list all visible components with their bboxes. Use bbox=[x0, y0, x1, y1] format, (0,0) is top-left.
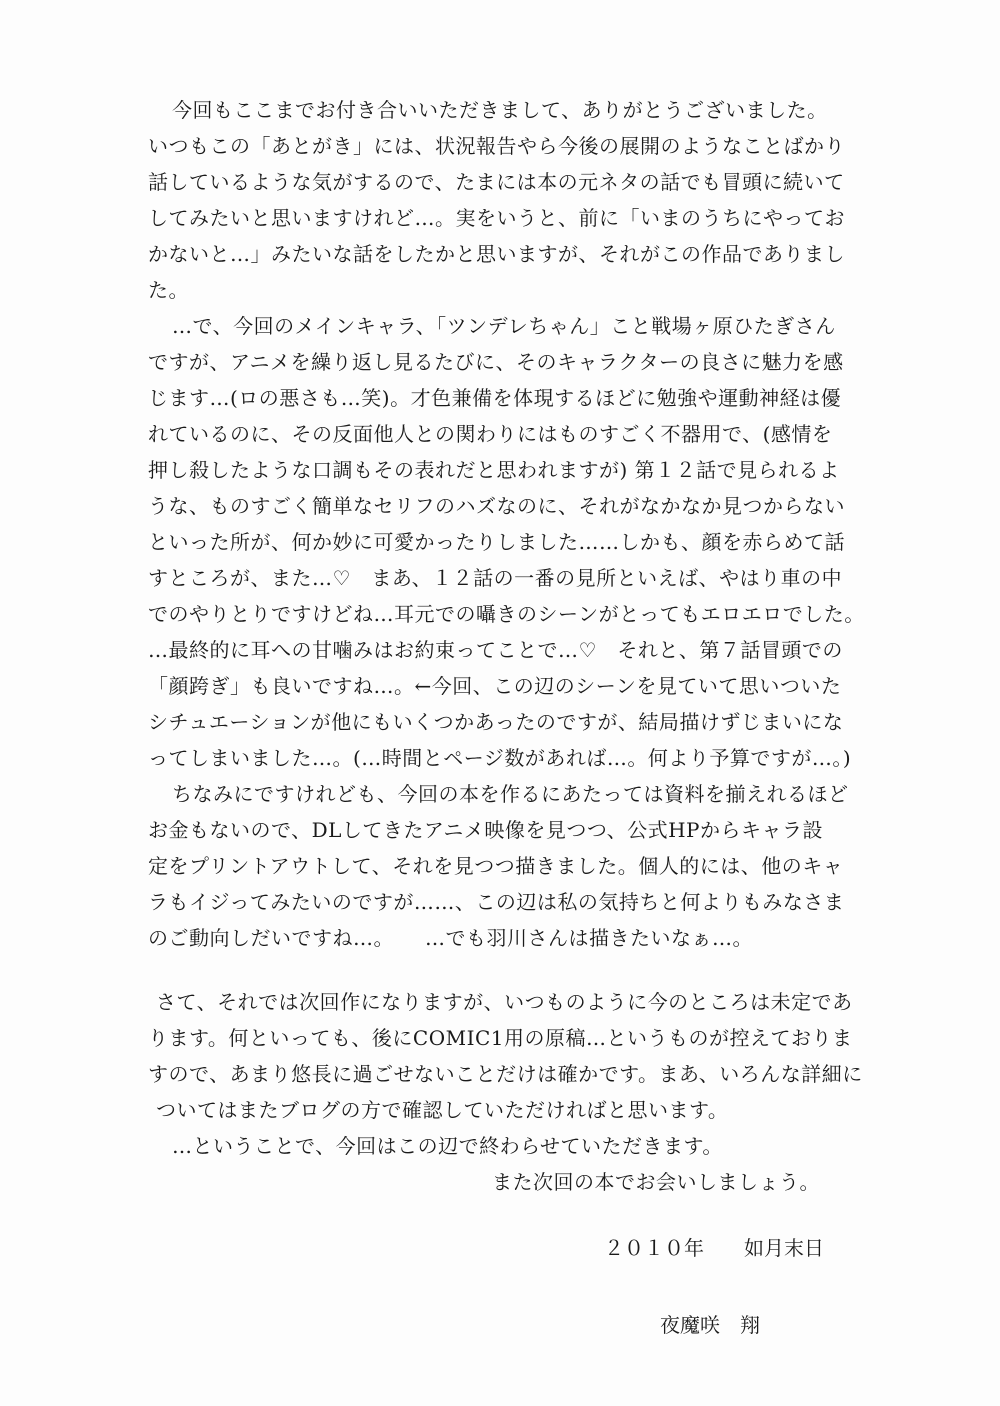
text-line: といった所が、何か妙に可愛かったりしました……しかも、顔を赤らめて話 bbox=[148, 530, 845, 554]
text-line: 定をプリントアウトして、それを見つつ描きました。個人的には、他のキャ bbox=[148, 854, 844, 878]
text-line: じます…(ロの悪さも…笑)。才色兼備を体現するほどに勉強や運動神経は優 bbox=[148, 386, 842, 410]
text-line: 今回もここまでお付き合いいただきまして、ありがとうございました。 bbox=[172, 98, 828, 122]
text-line: すので、あまり悠長に過ごせないことだけは確かです。まあ、いろんな詳細に bbox=[148, 1062, 863, 1086]
text-line: …最終的に耳への甘噛みはお約束ってことで…♡ それと、第７話冒頭での bbox=[148, 638, 843, 662]
text-line: …で、今回のメインキャラ、「ツンデレちゃん」こと戦場ヶ原ひたぎさん bbox=[172, 314, 836, 338]
text-line: ついてはまたブログの方で確認していただければと思います。 bbox=[156, 1098, 729, 1122]
text-line: 話しているような気がするので、たまには本の元ネタの話でも冒頭に続いて bbox=[148, 170, 845, 194]
text-line: さて、それでは次回作になりますが、いつものように今のところは未定であ bbox=[156, 990, 853, 1014]
text-line: ります。何といっても、後にCOMIC1用の原稿…というものが控えておりま bbox=[148, 1026, 853, 1050]
text-line: してみたいと思いますけれど…。実をいうと、前に「いまのうちにやってお bbox=[148, 206, 845, 230]
text-line: うな、ものすごく簡単なセリフのハズなのに、それがなかなか見つからない bbox=[148, 494, 845, 518]
text-line: た。 bbox=[148, 278, 189, 302]
text-line: のご動向しだいですね…。 …でも羽川さんは描きたいなぁ…。 bbox=[148, 926, 753, 950]
date-line: ２０１０年 如月末日 bbox=[604, 1236, 824, 1260]
text-line: いつもこの「あとがき」には、状況報告やら今後の展開のようなことばかり bbox=[148, 134, 845, 158]
text-line: シチュエーションが他にもいくつかあったのですが、結局描けずじまいにな bbox=[148, 710, 844, 734]
text-line: すところが、また…♡ まあ、１２話の一番の見所といえば、やはり車の中 bbox=[148, 566, 843, 590]
text-line: ですが、アニメを繰り返し見るたびに、そのキャラクターの良さに魅力を感 bbox=[148, 350, 844, 374]
text-line: ってしまいました…。(…時間とページ数があれば…。何より予算ですが…。) bbox=[148, 746, 852, 770]
text-line: お金もないので、DLしてきたアニメ映像を見つつ、公式HPからキャラ設 bbox=[148, 818, 824, 842]
text-line: …ということで、今回はこの辺で終わらせていただきます。 bbox=[172, 1134, 723, 1158]
text-line: かないと…」みたいな話をしたかと思いますが、それがこの作品でありまし bbox=[148, 242, 845, 266]
text-line: ラもイジってみたいのですが……、この辺は私の気持ちと何よりもみなさま bbox=[148, 890, 845, 914]
text-line: 押し殺したような口調もその表れだと思われますが) 第１２話で見られるよ bbox=[148, 458, 840, 482]
text-line: 「顔跨ぎ」も良いですね…。←今回、この辺のシーンを見ていて思いついた bbox=[148, 674, 842, 698]
closing-line: また次回の本でお会いしましょう。 bbox=[492, 1170, 820, 1194]
text-line: ちなみにですけれども、今回の本を作るにあたっては資料を揃えれるほど bbox=[172, 782, 849, 806]
author-name: 夜魔咲 翔 bbox=[660, 1313, 760, 1337]
text-line: れているのに、その反面他人との関わりにはものすごく不器用で、(感情を bbox=[148, 422, 833, 446]
text-line: でのやりとりですけどね…耳元での囁きのシーンがとってもエロエロでした。 bbox=[148, 602, 865, 626]
